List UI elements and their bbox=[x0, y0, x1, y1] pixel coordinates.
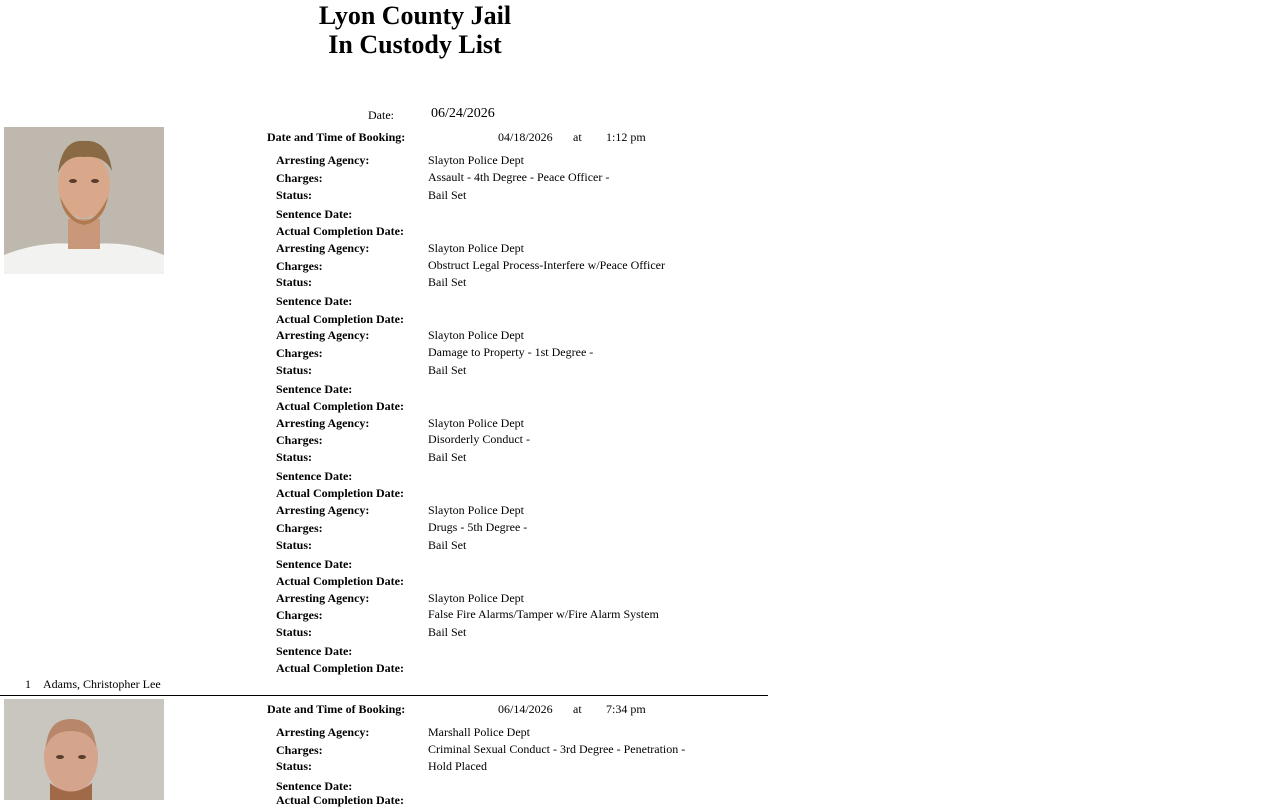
completion-date-label: Actual Completion Date: bbox=[276, 661, 404, 675]
sentence-date-label: Sentence Date: bbox=[276, 779, 353, 793]
agency-label: Arresting Agency: bbox=[276, 328, 370, 342]
completion-date-label: Actual Completion Date: bbox=[276, 793, 404, 807]
completion-date-label: Actual Completion Date: bbox=[276, 399, 404, 413]
completion-date-label: Actual Completion Date: bbox=[276, 312, 404, 326]
agency-label: Arresting Agency: bbox=[276, 241, 370, 255]
inmate-2-booking-date: 06/14/2026 bbox=[498, 702, 553, 716]
inmate-1-name: Adams, Christopher Lee bbox=[43, 677, 161, 691]
charges-label: Charges: bbox=[276, 521, 323, 535]
charge-value: Obstruct Legal Process-Interfere w/Peace Officer bbox=[428, 258, 665, 272]
status-label: Status: bbox=[276, 450, 313, 464]
agency-value: Marshall Police Dept bbox=[428, 725, 530, 739]
report-date-label: Date: bbox=[368, 108, 394, 122]
status-label: Status: bbox=[276, 538, 313, 552]
charge-value: Disorderly Conduct - bbox=[428, 432, 530, 446]
status-value: Bail Set bbox=[428, 363, 467, 377]
agency-value: Slayton Police Dept bbox=[428, 153, 524, 167]
sentence-date-label: Sentence Date: bbox=[276, 557, 353, 571]
agency-value: Slayton Police Dept bbox=[428, 241, 524, 255]
completion-date-label: Actual Completion Date: bbox=[276, 224, 404, 238]
completion-date-label: Actual Completion Date: bbox=[276, 574, 404, 588]
agency-value: Slayton Police Dept bbox=[428, 503, 524, 517]
status-label: Status: bbox=[276, 275, 313, 289]
inmate-1-booking-date: 04/18/2026 bbox=[498, 130, 553, 144]
charge-value: Drugs - 5th Degree - bbox=[428, 520, 528, 534]
status-value: Hold Placed bbox=[428, 759, 487, 773]
agency-label: Arresting Agency: bbox=[276, 416, 370, 430]
agency-label: Arresting Agency: bbox=[276, 591, 370, 605]
charge-value: Assault - 4th Degree - Peace Officer - bbox=[428, 170, 610, 184]
inmate-2-booking-at: at bbox=[573, 702, 582, 716]
status-value: Bail Set bbox=[428, 188, 467, 202]
inmate-1-number: 1 bbox=[25, 677, 31, 691]
status-value: Bail Set bbox=[428, 538, 467, 552]
inmate-1-booking-at: at bbox=[573, 130, 582, 144]
inmate-2-booking-label: Date and Time of Booking: bbox=[267, 702, 406, 716]
status-value: Bail Set bbox=[428, 275, 467, 289]
inmate-1-booking-label: Date and Time of Booking: bbox=[267, 130, 406, 144]
inmate-2-mugshot bbox=[4, 699, 164, 800]
status-value: Bail Set bbox=[428, 450, 467, 464]
agency-value: Slayton Police Dept bbox=[428, 416, 524, 430]
charges-label: Charges: bbox=[276, 743, 323, 757]
record-divider bbox=[0, 695, 768, 696]
charges-label: Charges: bbox=[276, 433, 323, 447]
sentence-date-label: Sentence Date: bbox=[276, 294, 353, 308]
report-title-line1: Lyon County Jail bbox=[318, 1, 512, 30]
charges-label: Charges: bbox=[276, 346, 323, 360]
agency-label: Arresting Agency: bbox=[276, 153, 370, 167]
charges-label: Charges: bbox=[276, 259, 323, 273]
agency-value: Slayton Police Dept bbox=[428, 591, 524, 605]
completion-date-label: Actual Completion Date: bbox=[276, 486, 404, 500]
report-date-value: 06/24/2026 bbox=[431, 106, 495, 121]
status-label: Status: bbox=[276, 363, 313, 377]
status-label: Status: bbox=[276, 759, 313, 773]
sentence-date-label: Sentence Date: bbox=[276, 382, 353, 396]
sentence-date-label: Sentence Date: bbox=[276, 469, 353, 483]
charges-label: Charges: bbox=[276, 608, 323, 622]
inmate-2-booking-time: 7:34 pm bbox=[606, 702, 646, 716]
charges-label: Charges: bbox=[276, 171, 323, 185]
sentence-date-label: Sentence Date: bbox=[276, 207, 353, 221]
agency-label: Arresting Agency: bbox=[276, 725, 370, 739]
agency-label: Arresting Agency: bbox=[276, 503, 370, 517]
inmate-1-mugshot bbox=[4, 127, 164, 274]
status-value: Bail Set bbox=[428, 625, 467, 639]
status-label: Status: bbox=[276, 188, 313, 202]
sentence-date-label: Sentence Date: bbox=[276, 644, 353, 658]
agency-value: Slayton Police Dept bbox=[428, 328, 524, 342]
report-title-line2: In Custody List bbox=[328, 30, 502, 59]
charge-value: Damage to Property - 1st Degree - bbox=[428, 345, 594, 359]
charge-value: False Fire Alarms/Tamper w/Fire Alarm System bbox=[428, 607, 659, 621]
inmate-1-booking-time: 1:12 pm bbox=[606, 130, 646, 144]
charge-value: Criminal Sexual Conduct - 3rd Degree - Penetration - bbox=[428, 742, 686, 756]
status-label: Status: bbox=[276, 625, 313, 639]
